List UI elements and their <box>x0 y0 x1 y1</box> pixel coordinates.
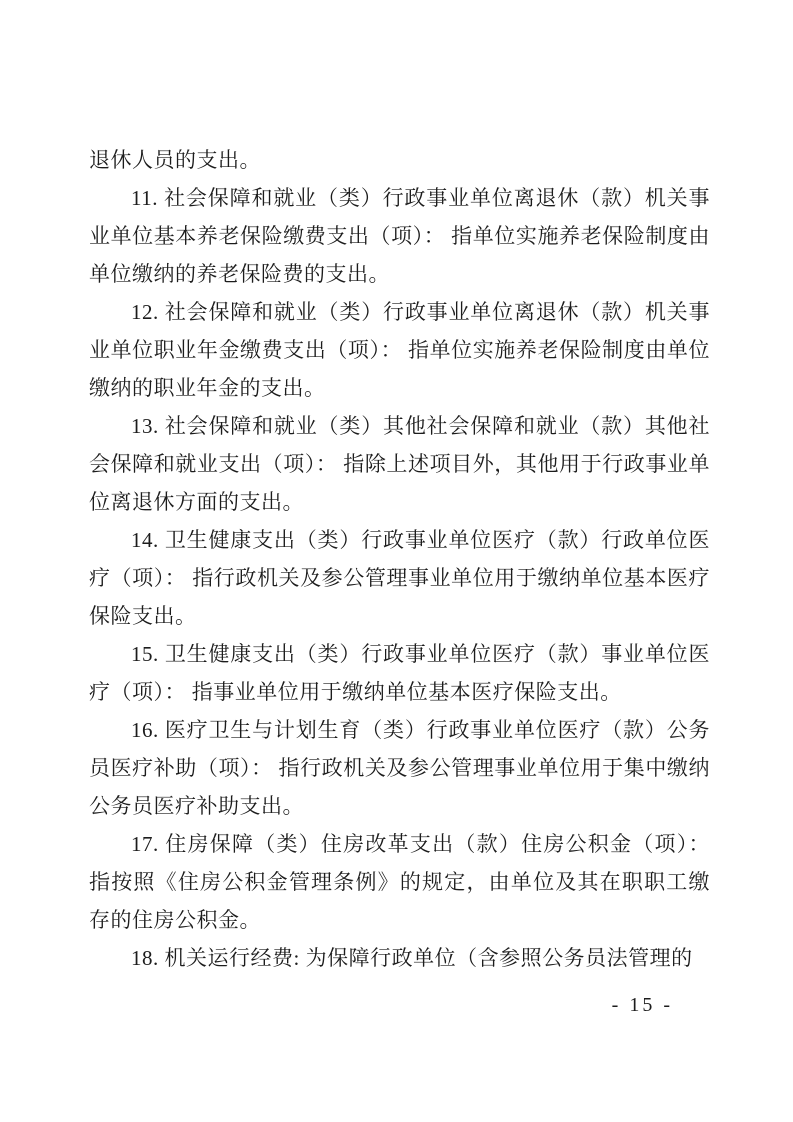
document-body <box>89 141 710 977</box>
paragraph-item-18: 18. 机关运行经费: 为保障行政单位（含参照公务员法管理的 <box>131 946 693 970</box>
page-footer <box>0 994 793 1017</box>
paragraph-continuation: 退休人员的支出。 <box>89 148 261 172</box>
paragraph-item-12: 12. 社会保障和就业（类）行政事业单位离退休（款）机关事业单位职业年金缴费支出（项）： 指单位实施养老保险制度由单位缴纳的职业年金的支出。 <box>89 300 710 400</box>
paragraph-item-17: 17. 住房保障（类）住房改革支出（款）住房公积金（项）：指按照《住房公积金管理条例》的规定，由单位及其在职职工缴存的住房公积金。 <box>89 832 710 932</box>
paragraph-item-16: 16. 医疗卫生与计划生育（类）行政事业单位医疗（款）公务员医疗补助（项）： 指行政机关及参公管理事业单位用于集中缴纳公务员医疗补助支出。 <box>89 718 710 818</box>
paragraph-item-11: 11. 社会保障和就业（类）行政事业单位离退休（款）机关事业单位基本养老保险缴费支出（项）： 指单位实施养老保险制度由单位缴纳的养老保险费的支出。 <box>89 186 710 286</box>
paragraph-item-13: 13. 社会保障和就业（类）其他社会保障和就业（款）其他社会保障和就业支出（项）： 指除上述项目外，其他用于行政事业单位离退休方面的支出。 <box>89 414 710 514</box>
paragraph-item-14: 14. 卫生健康支出（类）行政事业单位医疗（款）行政单位医疗（项）： 指行政机关及参公管理事业单位用于缴纳单位基本医疗保险支出。 <box>89 528 710 628</box>
page-number: - 15 - <box>611 994 673 1016</box>
paragraph-item-15: 15. 卫生健康支出（类）行政事业单位医疗（款）事业单位医疗（项）： 指事业单位用于缴纳单位基本医疗保险支出。 <box>89 642 710 704</box>
